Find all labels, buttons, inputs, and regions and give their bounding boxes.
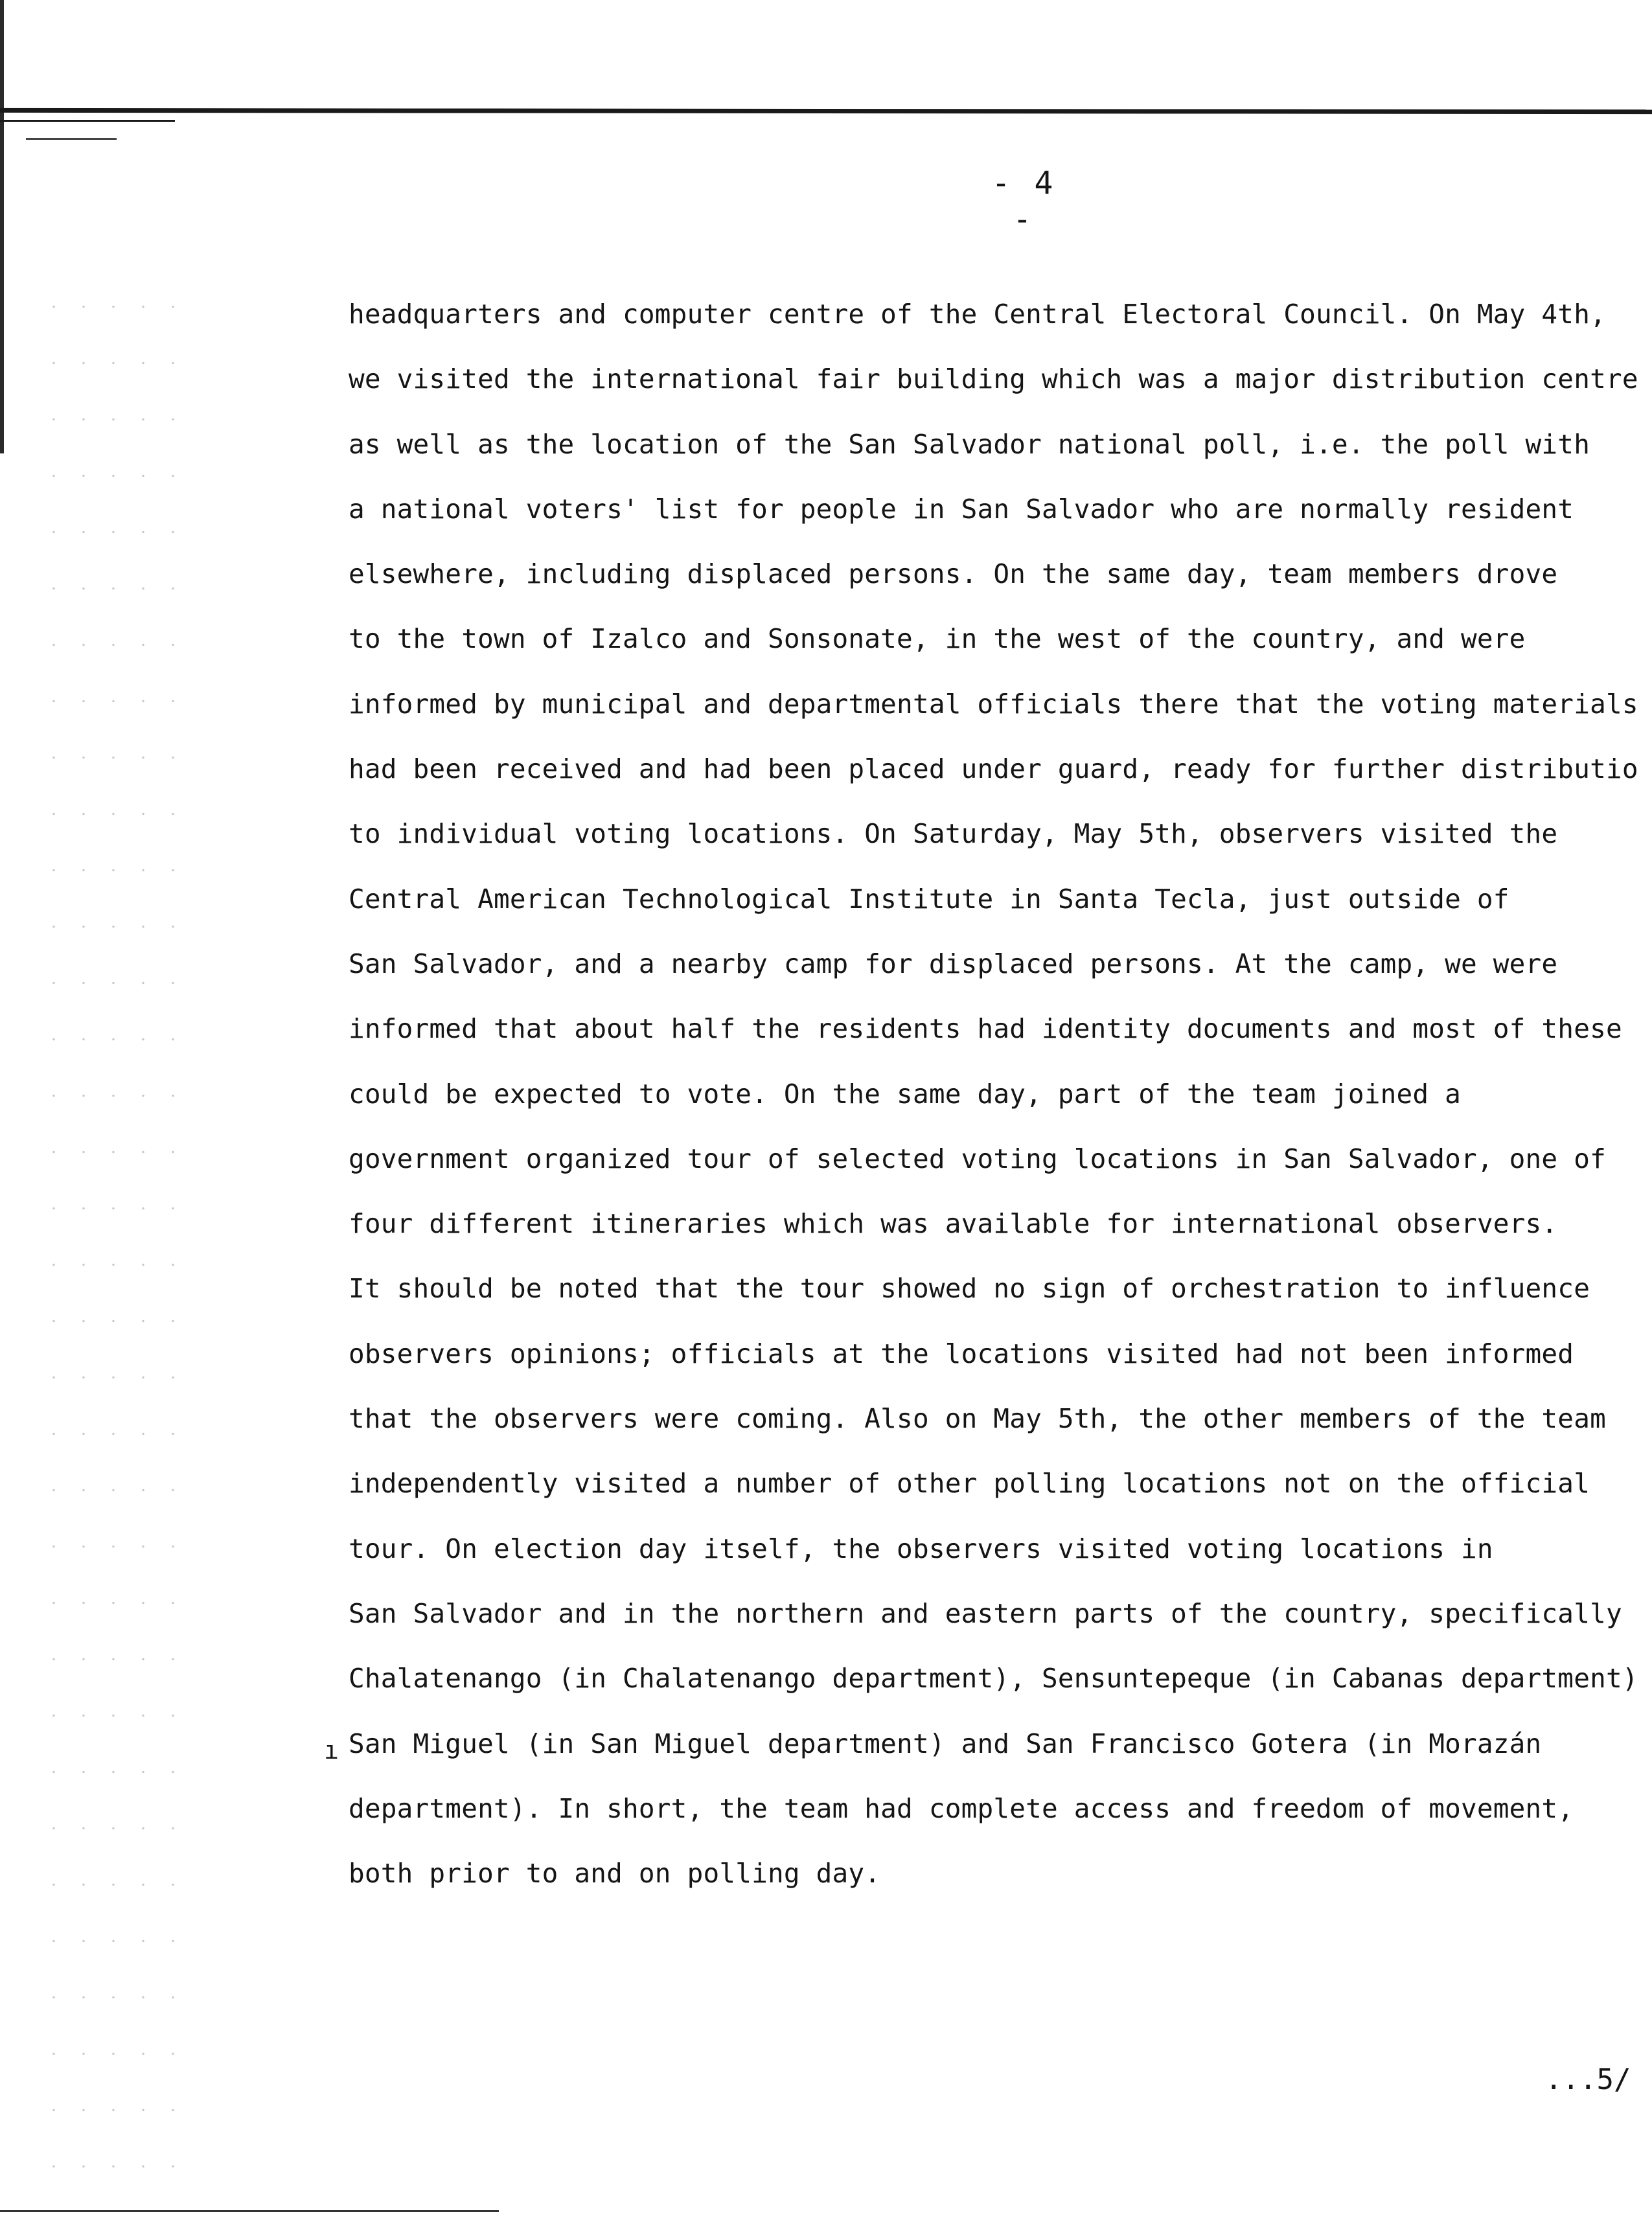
continuation-marker: ...5/	[1545, 2063, 1631, 2096]
text-line: It should be noted that the tour showed no sign of orchestration to influence	[349, 1273, 1590, 1305]
text-line: could be expected to vote. On the same day, part of the team joined a	[349, 1078, 1462, 1110]
text-line: San Miguel (in San Miguel department) and San Francisco Gotera (in Morazán	[349, 1728, 1542, 1759]
bottom-rule	[0, 2210, 499, 2212]
page-number: - 4 -	[991, 165, 1056, 238]
text-line: informed that about half the residents had identity documents and most of these	[349, 1013, 1622, 1045]
margin-mark: ı	[324, 1736, 339, 1764]
text-line: had been received and had been placed under guard, ready for further distributio	[349, 753, 1638, 785]
top-rule	[0, 108, 1652, 114]
text-line: a national voters' list for people in San Salvador who are normally resident	[349, 493, 1574, 525]
text-line: elsewhere, including displaced persons. On the same day, team members drove	[349, 558, 1558, 590]
text-line: both prior to and on polling day.	[349, 1858, 881, 1890]
text-line: to the town of Izalco and Sonsonate, in the west of the country, and were	[349, 623, 1526, 655]
text-line: four different itineraries which was available for international observers.	[349, 1208, 1558, 1240]
text-line: that the observers were coming. Also on May 5th, the other members of the team	[349, 1403, 1606, 1435]
text-line: San Salvador and in the northern and eastern parts of the country, specifically	[349, 1597, 1622, 1629]
scan-left-edge	[0, 0, 4, 453]
body-paragraph	[349, 295, 1644, 1919]
top-rule-accent	[0, 120, 175, 122]
text-line: Central American Technological Institute in Santa Tecla, just outside of	[349, 883, 1509, 915]
scan-specks	[39, 279, 194, 2196]
text-line: independently visited a number of other polling locations not on the official	[349, 1468, 1590, 1500]
text-line: tour. On election day itself, the observers visited voting locations in	[349, 1533, 1493, 1564]
text-line: as well as the location of the San Salvador national poll, i.e. the poll with	[349, 428, 1590, 460]
margin-dash	[26, 138, 117, 140]
text-line: observers opinions; officials at the locations visited had not been informed	[349, 1338, 1574, 1369]
text-line: department). In short, the team had complete access and freedom of movement,	[349, 1792, 1574, 1824]
text-line: headquarters and computer centre of the Central Electoral Council. On May 4th,	[349, 299, 1606, 330]
text-line: San Salvador, and a nearby camp for displaced persons. At the camp, we were	[349, 948, 1558, 979]
text-line: Chalatenango (in Chalatenango department), Sensuntepeque (in Cabanas department)	[349, 1663, 1638, 1695]
text-line: to individual voting locations. On Saturday, May 5th, observers visited the	[349, 818, 1558, 850]
text-line: we visited the international fair building which was a major distribution centre	[349, 363, 1638, 395]
text-line: government organized tour of selected voting locations in San Salvador, one of	[349, 1143, 1606, 1174]
text-line: informed by municipal and departmental officials there that the voting materials	[349, 688, 1638, 720]
